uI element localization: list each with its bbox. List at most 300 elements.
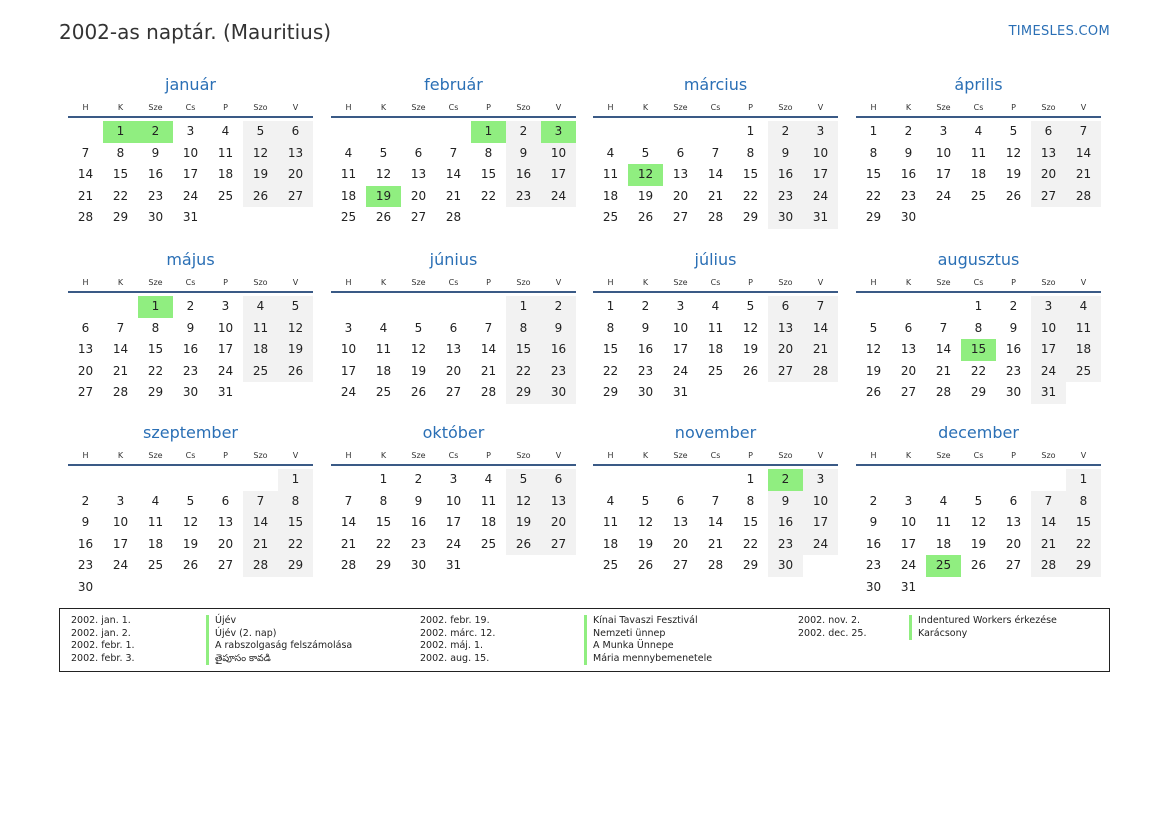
weekday-label: H xyxy=(345,278,352,287)
weekday-label: Szo xyxy=(1041,451,1056,460)
day-cell: 18 xyxy=(935,536,952,551)
day-cell: 19 xyxy=(182,536,199,551)
day-cell: 25 xyxy=(970,188,987,203)
day-cell: 25 xyxy=(707,363,724,378)
day-cell: 4 xyxy=(1066,296,1101,318)
day-cell: 11 xyxy=(602,515,619,529)
weekday-label: K xyxy=(905,451,912,460)
day-cell: 26 xyxy=(637,558,654,572)
day-cell: 2 xyxy=(541,296,576,318)
empty-cell xyxy=(366,296,401,318)
day-cell: 8 xyxy=(484,145,493,160)
month-name: december xyxy=(938,423,1019,442)
day-cell: 17 xyxy=(935,167,952,181)
day-cell: 21 xyxy=(803,339,838,361)
weekday-header xyxy=(68,98,313,118)
day-cell: 3 xyxy=(221,299,230,313)
day-cell: 30 xyxy=(410,558,427,572)
day-cell: 2 xyxy=(641,299,650,313)
day-cell: 17 xyxy=(340,363,357,378)
day-cell: 12 xyxy=(410,342,427,356)
day-cell: 31 xyxy=(672,385,689,399)
month-name: november xyxy=(674,423,757,442)
day-cell: 29 xyxy=(506,382,541,404)
day-cell: 24 xyxy=(803,534,838,556)
day-cell: 15 xyxy=(480,167,497,181)
day-cell: 22 xyxy=(602,363,619,378)
weekday-label: H xyxy=(345,451,352,460)
day-cell: 9 xyxy=(641,320,650,335)
day-cell: 5 xyxy=(746,299,755,313)
day-cell: 29 xyxy=(147,385,164,399)
day-cell: 30 xyxy=(768,555,803,577)
day-cell: 16 xyxy=(637,342,654,356)
empty-cell xyxy=(68,121,103,143)
day-cell: 26 xyxy=(637,210,654,224)
day-cell: 24 xyxy=(217,363,234,378)
weekday-label: Szo xyxy=(1041,103,1056,112)
day-cell: 20 xyxy=(217,536,234,551)
day-cell: 1 xyxy=(606,299,615,313)
weekday-label: H xyxy=(870,451,877,460)
day-cell: 3 xyxy=(939,124,948,138)
day-cell: 24 xyxy=(340,385,357,399)
weekday-label: P xyxy=(748,278,753,287)
day-cell: 8 xyxy=(379,493,388,508)
day-cell: 22 xyxy=(147,363,164,378)
holiday-date: 2002. nov. 2. xyxy=(798,615,861,626)
empty-cell xyxy=(331,296,366,318)
day-cell: 26 xyxy=(970,558,987,572)
day-cell: 17 xyxy=(672,342,689,356)
day-cell: 10 xyxy=(935,145,952,160)
day-cell: 11 xyxy=(935,515,952,529)
holiday-name: Nemzeti ünnep xyxy=(584,628,665,641)
weekday-label: Szo xyxy=(516,103,531,112)
day-cell: 3 xyxy=(803,121,838,143)
day-cell: 6 xyxy=(904,320,913,335)
day-cell: 20 xyxy=(1005,536,1022,551)
day-cell: 20 xyxy=(445,363,462,378)
day-cell: 24 xyxy=(935,188,952,203)
day-cell: 10 xyxy=(803,143,838,165)
weekday-label: H xyxy=(345,103,352,112)
holiday-name: Kínai Tavaszi Fesztivál xyxy=(584,615,698,628)
empty-cell xyxy=(103,296,138,318)
day-cell: 2 xyxy=(186,299,195,313)
day-cell: 20 xyxy=(768,339,803,361)
day-cell: 14 xyxy=(340,515,357,529)
day-cell: 25 xyxy=(1066,361,1101,383)
day-cell: 14 xyxy=(935,342,952,356)
holiday-day-cell: 1 xyxy=(471,121,506,143)
day-cell: 8 xyxy=(746,145,755,160)
day-cell: 13 xyxy=(768,318,803,340)
weekday-header xyxy=(331,98,576,118)
day-cell: 29 xyxy=(112,210,129,224)
day-cell: 14 xyxy=(707,515,724,529)
day-cell: 11 xyxy=(243,318,278,340)
day-grid xyxy=(68,469,313,598)
month-8 xyxy=(856,249,1101,404)
weekday-label: K xyxy=(117,451,124,460)
weekday-label: Sze xyxy=(673,103,688,112)
day-cell: 23 xyxy=(147,188,164,203)
month-7 xyxy=(593,249,838,404)
day-cell: 10 xyxy=(340,342,357,356)
empty-cell xyxy=(996,469,1031,491)
day-cell: 31 xyxy=(1031,382,1066,404)
day-cell: 12 xyxy=(182,515,199,529)
day-cell: 28 xyxy=(77,210,94,224)
weekday-label: H xyxy=(607,451,614,460)
day-cell: 19 xyxy=(278,339,313,361)
weekday-label: Szo xyxy=(253,451,268,460)
day-cell: 26 xyxy=(506,534,541,556)
weekday-label: Cs xyxy=(973,451,984,460)
weekday-header xyxy=(856,273,1101,293)
day-cell: 28 xyxy=(1031,555,1066,577)
day-cell: 8 xyxy=(606,320,615,335)
day-cell: 24 xyxy=(112,558,129,572)
day-cell: 9 xyxy=(151,145,160,160)
day-cell: 22 xyxy=(506,361,541,383)
day-cell: 19 xyxy=(637,188,654,203)
day-cell: 18 xyxy=(340,188,357,203)
day-cell: 27 xyxy=(278,186,313,208)
day-cell: 5 xyxy=(1009,124,1018,138)
day-cell: 20 xyxy=(541,512,576,534)
day-cell: 23 xyxy=(410,536,427,551)
day-cell: 12 xyxy=(970,515,987,529)
weekday-label: P xyxy=(223,451,228,460)
day-cell: 29 xyxy=(742,558,759,572)
day-cell: 30 xyxy=(541,382,576,404)
day-cell: 7 xyxy=(81,145,90,160)
day-cell: 5 xyxy=(414,320,423,335)
empty-cell xyxy=(103,469,138,491)
weekday-label: H xyxy=(82,278,89,287)
day-cell: 19 xyxy=(970,536,987,551)
day-cell: 30 xyxy=(182,385,199,399)
day-cell: 28 xyxy=(803,361,838,383)
month-name: október xyxy=(422,423,485,442)
weekday-header xyxy=(68,273,313,293)
day-cell: 24 xyxy=(900,558,917,572)
day-cell: 1 xyxy=(746,472,755,486)
day-cell: 14 xyxy=(77,167,94,181)
day-cell: 13 xyxy=(1005,515,1022,529)
day-grid xyxy=(331,469,576,577)
day-cell: 25 xyxy=(602,210,619,224)
weekday-label: Szo xyxy=(253,278,268,287)
holiday-legend xyxy=(59,608,1110,672)
day-cell: 31 xyxy=(182,210,199,224)
empty-cell xyxy=(593,121,628,143)
day-cell: 2 xyxy=(869,493,878,508)
day-cell: 26 xyxy=(278,361,313,383)
day-cell: 10 xyxy=(112,515,129,529)
weekday-label: K xyxy=(905,103,912,112)
day-cell: 15 xyxy=(147,342,164,356)
day-cell: 21 xyxy=(707,536,724,551)
weekday-label: K xyxy=(642,451,649,460)
day-grid xyxy=(68,296,313,404)
day-cell: 6 xyxy=(414,145,423,160)
day-cell: 2 xyxy=(414,472,423,486)
month-6 xyxy=(331,249,576,404)
weekday-label: Szo xyxy=(516,451,531,460)
empty-cell xyxy=(68,296,103,318)
holiday-date: 2002. febr. 1. xyxy=(71,640,135,651)
day-cell: 1 xyxy=(379,472,388,486)
day-cell: 16 xyxy=(768,512,803,534)
holiday-date: 2002. márc. 12. xyxy=(420,627,496,639)
day-cell: 14 xyxy=(445,167,462,181)
holiday-day-cell: 3 xyxy=(541,121,576,143)
day-cell: 14 xyxy=(1066,143,1101,165)
empty-cell xyxy=(401,121,436,143)
weekday-label: K xyxy=(117,103,124,112)
day-cell: 2 xyxy=(506,121,541,143)
weekday-label: Sze xyxy=(411,451,426,460)
day-grid xyxy=(68,121,313,229)
day-cell: 27 xyxy=(77,385,94,399)
weekday-label: P xyxy=(486,103,491,112)
page-title: 2002-as naptár. (Mauritius) xyxy=(59,20,332,44)
weekday-label: P xyxy=(486,278,491,287)
empty-cell xyxy=(926,469,961,491)
day-cell: 21 xyxy=(1066,164,1101,186)
empty-cell xyxy=(401,296,436,318)
weekday-label: Sze xyxy=(148,451,163,460)
day-cell: 18 xyxy=(480,515,497,529)
month-12 xyxy=(856,422,1101,598)
day-cell: 9 xyxy=(768,491,803,513)
holiday-date: 2002. febr. 3. xyxy=(71,652,135,664)
day-cell: 31 xyxy=(445,558,462,572)
day-cell: 6 xyxy=(278,121,313,143)
day-cell: 24 xyxy=(672,363,689,378)
day-cell: 13 xyxy=(541,491,576,513)
day-cell: 1 xyxy=(746,124,755,138)
weekday-label: Cs xyxy=(185,278,196,287)
day-cell: 19 xyxy=(742,342,759,356)
day-cell: 1 xyxy=(869,124,878,138)
weekday-label: H xyxy=(607,278,614,287)
day-cell: 3 xyxy=(904,493,913,508)
day-cell: 30 xyxy=(768,207,803,229)
day-cell: 11 xyxy=(970,145,987,160)
day-cell: 14 xyxy=(243,512,278,534)
day-cell: 17 xyxy=(1031,339,1066,361)
day-cell: 11 xyxy=(602,167,619,181)
day-cell: 13 xyxy=(445,342,462,356)
day-cell: 21 xyxy=(340,536,357,551)
day-cell: 16 xyxy=(410,515,427,529)
empty-cell xyxy=(698,121,733,143)
weekday-label: Cs xyxy=(710,451,721,460)
weekday-label: K xyxy=(642,278,649,287)
day-cell: 6 xyxy=(1009,493,1018,508)
day-cell: 14 xyxy=(1031,512,1066,534)
day-cell: 22 xyxy=(480,188,497,203)
day-cell: 4 xyxy=(221,124,230,138)
day-cell: 11 xyxy=(340,167,357,181)
day-cell: 19 xyxy=(410,363,427,378)
holiday-name: Indentured Workers érkezése xyxy=(909,615,1057,628)
day-cell: 21 xyxy=(77,188,94,203)
day-cell: 13 xyxy=(410,167,427,181)
day-cell: 22 xyxy=(375,536,392,551)
day-cell: 17 xyxy=(803,164,838,186)
day-cell: 14 xyxy=(707,167,724,181)
empty-cell xyxy=(628,469,663,491)
day-cell: 3 xyxy=(803,469,838,491)
day-cell: 27 xyxy=(672,558,689,572)
weekday-label: Szo xyxy=(778,451,793,460)
weekday-label: P xyxy=(223,278,228,287)
day-cell: 21 xyxy=(112,363,129,378)
day-cell: 7 xyxy=(1066,121,1101,143)
day-cell: 30 xyxy=(900,210,917,224)
day-cell: 29 xyxy=(742,210,759,224)
day-cell: 28 xyxy=(707,558,724,572)
day-cell: 30 xyxy=(637,385,654,399)
weekday-label: K xyxy=(380,103,387,112)
weekday-header xyxy=(856,98,1101,118)
weekday-label: K xyxy=(380,278,387,287)
day-cell: 14 xyxy=(112,342,129,356)
day-cell: 2 xyxy=(768,121,803,143)
day-cell: 22 xyxy=(742,188,759,203)
weekday-header xyxy=(68,446,313,466)
day-cell: 6 xyxy=(676,145,685,160)
day-cell: 21 xyxy=(445,188,462,203)
day-cell: 24 xyxy=(803,186,838,208)
day-grid xyxy=(331,121,576,229)
day-cell: 3 xyxy=(676,299,685,313)
weekday-label: V xyxy=(555,451,562,460)
weekday-label: K xyxy=(642,103,649,112)
weekday-label: K xyxy=(117,278,124,287)
day-cell: 7 xyxy=(484,320,493,335)
day-cell: 24 xyxy=(541,186,576,208)
day-cell: 22 xyxy=(278,534,313,556)
empty-cell xyxy=(436,121,471,143)
day-cell: 22 xyxy=(742,536,759,551)
empty-cell xyxy=(663,469,698,491)
day-cell: 11 xyxy=(217,145,234,160)
weekday-label: V xyxy=(292,278,299,287)
day-cell: 1 xyxy=(1066,469,1101,491)
weekday-label: H xyxy=(870,103,877,112)
holiday-name: Újév (2. nap) xyxy=(206,628,276,641)
day-cell: 23 xyxy=(77,558,94,572)
day-cell: 15 xyxy=(1066,512,1101,534)
day-cell: 23 xyxy=(768,186,803,208)
day-cell: 13 xyxy=(672,167,689,181)
day-cell: 19 xyxy=(1005,167,1022,181)
day-cell: 27 xyxy=(1031,186,1066,208)
day-cell: 6 xyxy=(768,296,803,318)
weekday-label: P xyxy=(223,103,228,112)
day-cell: 18 xyxy=(147,536,164,551)
day-cell: 1 xyxy=(974,299,983,313)
day-cell: 28 xyxy=(243,555,278,577)
day-cell: 16 xyxy=(77,536,94,551)
day-cell: 29 xyxy=(375,558,392,572)
weekday-label: Sze xyxy=(148,103,163,112)
weekday-label: P xyxy=(486,451,491,460)
holiday-day-cell: 25 xyxy=(926,555,961,577)
day-cell: 21 xyxy=(243,534,278,556)
holiday-date: 2002. jan. 2. xyxy=(71,627,131,639)
holiday-day-cell: 2 xyxy=(138,121,173,143)
weekday-label: V xyxy=(1080,451,1087,460)
day-cell: 8 xyxy=(506,318,541,340)
day-cell: 18 xyxy=(217,167,234,181)
day-cell: 29 xyxy=(970,385,987,399)
day-cell: 9 xyxy=(81,515,90,529)
day-cell: 29 xyxy=(865,210,882,224)
day-cell: 24 xyxy=(182,188,199,203)
weekday-header xyxy=(593,273,838,293)
day-cell: 1 xyxy=(506,296,541,318)
month-name: augusztus xyxy=(937,250,1020,269)
day-cell: 6 xyxy=(676,493,685,508)
month-3 xyxy=(593,74,838,229)
day-cell: 21 xyxy=(935,363,952,378)
brand-link[interactable]: TIMESLES.COM xyxy=(1008,24,1110,39)
weekday-label: Cs xyxy=(185,451,196,460)
day-cell: 20 xyxy=(1031,164,1066,186)
day-cell: 13 xyxy=(217,515,234,529)
month-9 xyxy=(68,422,313,598)
day-cell: 8 xyxy=(974,320,983,335)
empty-cell xyxy=(331,469,366,491)
weekday-label: Sze xyxy=(673,278,688,287)
day-cell: 4 xyxy=(151,493,160,508)
day-grid xyxy=(593,296,838,404)
weekday-label: Cs xyxy=(710,103,721,112)
day-cell: 27 xyxy=(541,534,576,556)
day-cell: 6 xyxy=(81,320,90,335)
month-2 xyxy=(331,74,576,229)
empty-cell xyxy=(628,121,663,143)
day-cell: 2 xyxy=(81,493,90,508)
day-cell: 23 xyxy=(506,186,541,208)
day-cell: 15 xyxy=(278,512,313,534)
day-cell: 31 xyxy=(217,385,234,399)
day-cell: 27 xyxy=(1005,558,1022,572)
day-cell: 29 xyxy=(278,555,313,577)
day-cell: 10 xyxy=(803,491,838,513)
day-cell: 16 xyxy=(147,167,164,181)
day-cell: 10 xyxy=(900,515,917,529)
day-cell: 10 xyxy=(1031,318,1066,340)
empty-cell xyxy=(1031,469,1066,491)
month-name: szeptember xyxy=(142,423,238,442)
month-name: május xyxy=(166,250,215,269)
month-name: július xyxy=(694,250,737,269)
day-cell: 10 xyxy=(541,143,576,165)
day-grid xyxy=(593,469,838,577)
weekday-header xyxy=(593,446,838,466)
day-cell: 18 xyxy=(602,536,619,551)
day-cell: 5 xyxy=(869,320,878,335)
day-cell: 15 xyxy=(112,167,129,181)
